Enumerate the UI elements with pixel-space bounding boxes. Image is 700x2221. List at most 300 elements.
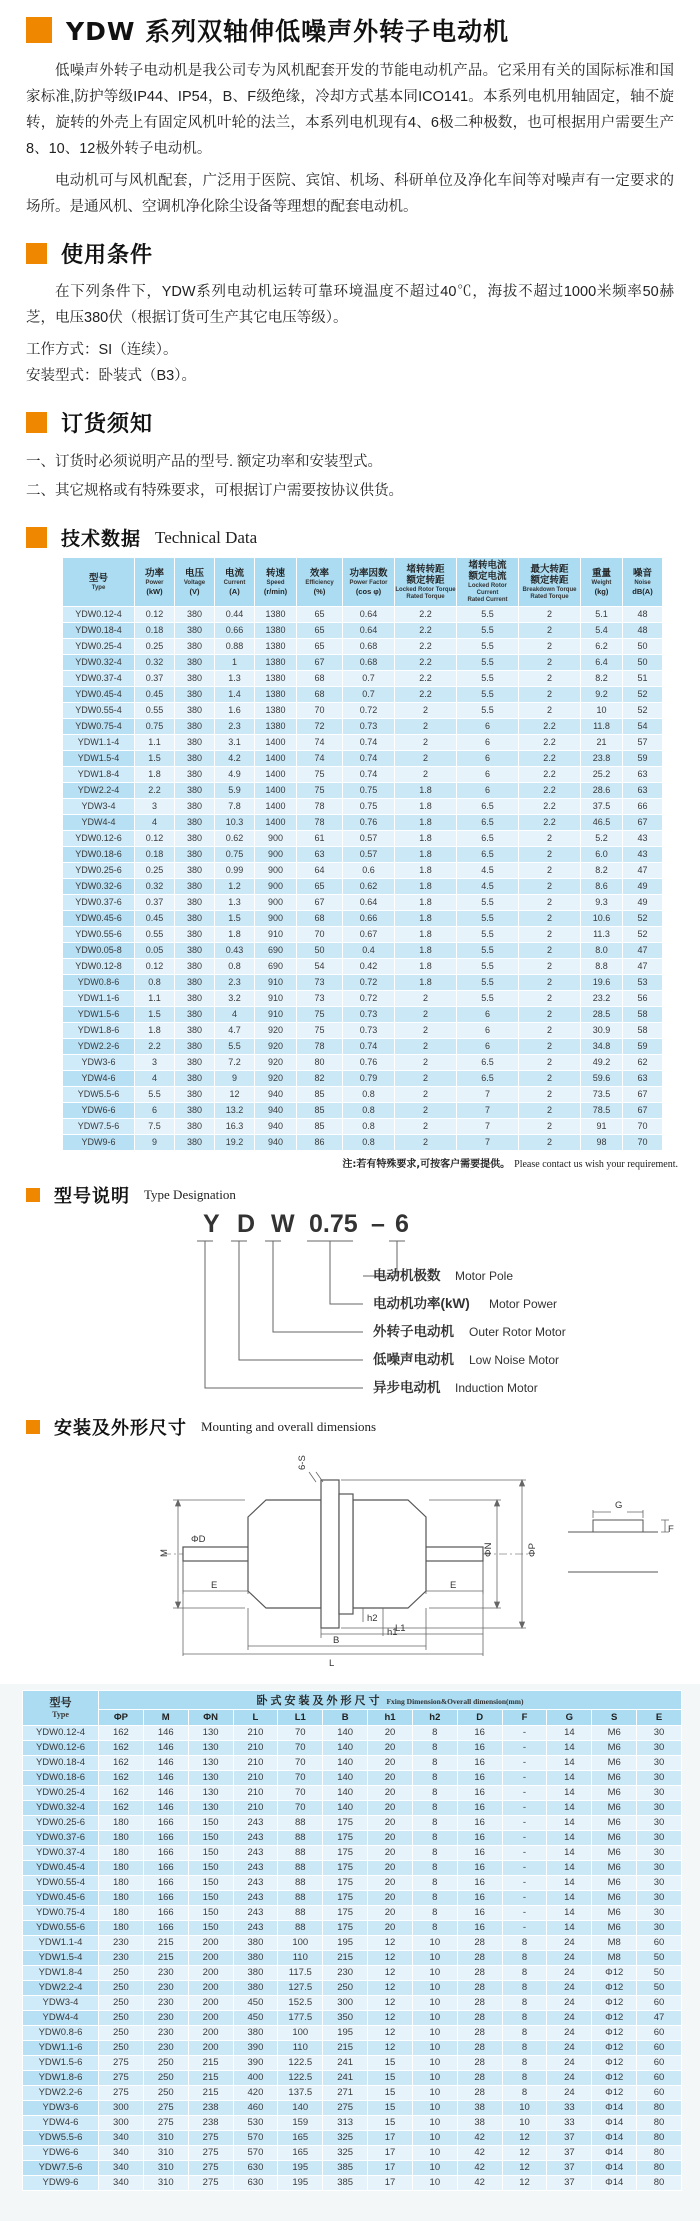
cell-type: YDW0.25-4 [63,639,135,655]
cell-value: 4.9 [215,767,255,783]
cell-value: - [502,1741,547,1756]
cell-value: 20 [368,1801,413,1816]
cell-value: 10 [502,2101,547,2116]
cell-value: 17 [368,2131,413,2146]
cell-value: 70 [278,1726,323,1741]
cell-value: 243 [233,1921,278,1936]
cell-value: 0.74 [343,1039,395,1055]
cell-value: 14 [547,1726,592,1741]
cell-value: 1.8 [135,1023,175,1039]
cell-value: 10 [412,2146,457,2161]
cell-value: 2 [395,735,457,751]
cell-value: 80 [637,2101,682,2116]
cell-value: M8 [592,1951,637,1966]
cell-value: M6 [592,1801,637,1816]
usage-title: 使用条件 [61,243,154,268]
cell-type: YDW0.37-4 [63,671,135,687]
label-motor-pole-en: Motor Pole [454,1269,513,1283]
cell-value: 380 [175,991,215,1007]
cell-value: 2.2 [395,655,457,671]
cell-value: - [502,1726,547,1741]
cell-value: 16 [457,1876,502,1891]
cell-value: 1400 [255,815,297,831]
cell-value: 5.5 [457,703,519,719]
cell-value: 1.5 [215,911,255,927]
table-row [63,911,663,927]
cell-value: 8 [412,1756,457,1771]
cell-value: 1.5 [135,751,175,767]
cell-type: YDW0.12-8 [63,959,135,975]
cell-value: 0.68 [343,655,395,671]
cell-type: YDW0.55-4 [23,1876,99,1891]
cell-value: 380 [175,927,215,943]
cell-value: 250 [143,2086,188,2101]
cell-value: 0.42 [343,959,395,975]
cell-type: YDW2.2-6 [23,2086,99,2101]
cell-value: 52 [623,687,663,703]
cell-type: YDW6-6 [23,2146,99,2161]
table-row [63,703,663,719]
cell-value: 238 [188,2101,233,2116]
cell-value: 380 [175,783,215,799]
cell-type: YDW0.18-4 [23,1756,99,1771]
cell-value: 0.37 [135,671,175,687]
cell-value: 78 [297,815,343,831]
cell-value: 2 [519,1039,581,1055]
technical-data-title-cn: 技术数据 [61,528,142,550]
note-cn: 注:若有特殊要求,可按客户需要提供。 [342,1159,511,1170]
dim-label-l: L [328,1658,334,1669]
cell-value: 49 [623,879,663,895]
cell-value: 59 [623,751,663,767]
cell-value: 380 [233,1951,278,1966]
cell-value: 3.2 [215,991,255,1007]
cell-value: M6 [592,1861,637,1876]
cell-value: 8 [502,2041,547,2056]
cell-type: YDW7.5-6 [23,2161,99,2176]
cell-value: 2 [519,1103,581,1119]
cell-value: 15 [368,2116,413,2131]
cell-value: 24 [547,1981,592,1996]
cell-value: 67 [623,1103,663,1119]
cell-value: 230 [323,1966,368,1981]
cell-value: 15 [368,2086,413,2101]
cell-value: 12 [368,2026,413,2041]
cell-value: 250 [99,1966,144,1981]
cell-value: 150 [188,1831,233,1846]
cell-value: 30 [637,1726,682,1741]
cell-value: 215 [188,2086,233,2101]
cell-value: - [502,1921,547,1936]
cell-value: 271 [323,2086,368,2101]
cell-value: 8 [502,2086,547,2101]
cell-value: 62 [623,1055,663,1071]
cell-value: 150 [188,1891,233,1906]
mounting-title-en: Mounting and overall dimensions [201,1419,377,1434]
cell-value: 2 [519,895,581,911]
cell-value: 1.3 [215,895,255,911]
cell-value: 49.2 [581,1055,623,1071]
cell-value: 47 [623,863,663,879]
cell-value: 0.12 [135,607,175,623]
cell-value: 28 [457,1936,502,1951]
ordering-item-1: 一、订货时必须说明产品的型号. 额定功率和安装型式。 [26,454,383,470]
cell-value: 380 [175,639,215,655]
column-header: ΦP [99,1710,144,1726]
cell-value: 14 [547,1741,592,1756]
cell-value: 2 [519,1087,581,1103]
cell-value: 0.6 [343,863,395,879]
cell-value: 85 [297,1087,343,1103]
cell-value: 23.8 [581,751,623,767]
cell-value: 10 [412,2041,457,2056]
cell-value: 88 [278,1906,323,1921]
cell-value: 54 [623,719,663,735]
table-row [23,2161,682,2176]
cell-value: 2 [395,703,457,719]
cell-value: 20 [368,1786,413,1801]
cell-value: 159 [278,2116,323,2131]
cell-value: 8 [412,1906,457,1921]
cell-value: 215 [143,1951,188,1966]
column-header: 效率 Efficiency (%) [297,558,343,607]
cell-value: 2.2 [519,719,581,735]
cell-value: 166 [143,1846,188,1861]
cell-value: 56 [623,991,663,1007]
cell-value: 1.5 [135,1007,175,1023]
cell-value: 7.5 [135,1119,175,1135]
cell-value: 0.76 [343,815,395,831]
cell-value: 210 [233,1756,278,1771]
dimensions-table-header [23,1691,682,1726]
table-row [23,1861,682,1876]
cell-value: 10 [412,2026,457,2041]
cell-value: 340 [99,2161,144,2176]
cell-value: 380 [175,687,215,703]
cell-value: 400 [233,2071,278,2086]
cell-value: 215 [188,2071,233,2086]
cell-value: 58 [623,1007,663,1023]
cell-value: 65 [297,623,343,639]
cell-value: 0.18 [135,847,175,863]
cell-value: 74 [297,735,343,751]
cell-value: 110 [278,2041,323,2056]
cell-value: 940 [255,1087,297,1103]
cell-value: 7 [457,1087,519,1103]
cell-value: 10 [412,2086,457,2101]
cell-value: 175 [323,1921,368,1936]
cell-value: M6 [592,1741,637,1756]
cell-value: 175 [323,1876,368,1891]
label-motor-pole-cn: 电动机极数 [372,1268,440,1283]
table-row [63,735,663,751]
cell-value: 300 [99,2116,144,2131]
cell-value: 140 [323,1801,368,1816]
cell-value: 28.6 [581,783,623,799]
cell-value: 1.8 [395,895,457,911]
table-row [63,991,663,1007]
cell-value: 2 [519,1055,581,1071]
cell-value: 1400 [255,783,297,799]
cell-value: 175 [323,1846,368,1861]
cell-value: 75 [297,1007,343,1023]
cell-value: 80 [637,2146,682,2161]
motor-body-right [353,1500,426,1608]
cell-value: 1380 [255,607,297,623]
cell-value: 9 [215,1071,255,1087]
cell-value: 910 [255,991,297,1007]
cell-value: 146 [143,1801,188,1816]
cell-value: 10 [412,1951,457,1966]
motor-body-left [248,1500,321,1608]
table-row [63,783,663,799]
cell-type: YDW1.5-6 [63,1007,135,1023]
cell-value: 200 [188,2026,233,2041]
cell-value: 37 [547,2131,592,2146]
cell-value: 15 [368,2056,413,2071]
cell-value: 380 [175,959,215,975]
cell-type: YDW0.32-4 [63,655,135,671]
cell-value: 6 [457,1023,519,1039]
table-row [63,639,663,655]
cell-value: 7 [457,1135,519,1151]
cell-value: Φ12 [592,1966,637,1981]
cell-value: 60 [637,1996,682,2011]
cell-value: 195 [278,2176,323,2191]
cell-value: 68 [297,671,343,687]
cell-value: 162 [99,1726,144,1741]
cell-value: 67 [297,895,343,911]
keyway-detail [593,1520,643,1532]
cell-value: 91 [581,1119,623,1135]
cell-value: 2.2 [395,623,457,639]
table-row [23,1921,682,1936]
table-row [63,1103,663,1119]
cell-value: 1.1 [135,991,175,1007]
cell-value: 137.5 [278,2086,323,2101]
cell-value: 180 [99,1876,144,1891]
cell-type: YDW1.8-4 [63,767,135,783]
cell-value: 275 [99,2056,144,2071]
cell-value: 8.2 [581,671,623,687]
cell-value: 2 [519,687,581,703]
cell-value: 166 [143,1891,188,1906]
column-header: D [457,1710,502,1726]
cell-value: 1380 [255,623,297,639]
cell-value: M6 [592,1726,637,1741]
cell-value: 380 [175,799,215,815]
cell-value: 2.2 [519,799,581,815]
cell-type: YDW1.5-4 [23,1951,99,1966]
table-row [23,1906,682,1921]
table-row [23,1831,682,1846]
cell-value: 14 [547,1921,592,1936]
cell-value: 690 [255,959,297,975]
code-char-w: W [270,1210,295,1238]
cell-value: 195 [278,2161,323,2176]
cell-value: - [502,1906,547,1921]
cell-value: 2 [395,1135,457,1151]
cell-value: - [502,1861,547,1876]
cell-value: M6 [592,1906,637,1921]
cell-value: 2 [519,623,581,639]
cell-value: 180 [99,1906,144,1921]
cell-value: 7.8 [215,799,255,815]
cell-value: 2.2 [395,671,457,687]
cell-value: 152.5 [278,1996,323,2011]
cell-value: 24 [547,2026,592,2041]
cell-value: 50 [637,1966,682,1981]
cell-value: 6.5 [457,1055,519,1071]
cell-value: 300 [99,2101,144,2116]
cell-value: 2 [519,975,581,991]
cell-value: 380 [175,1007,215,1023]
cell-value: 313 [323,2116,368,2131]
cell-value: 100 [278,1936,323,1951]
cell-value: 4.2 [215,751,255,767]
cell-value: 46.5 [581,815,623,831]
cell-value: 166 [143,1906,188,1921]
cell-value: 7.2 [215,1055,255,1071]
cell-value: 200 [188,1951,233,1966]
cell-value: 2 [519,831,581,847]
table-row [63,975,663,991]
table-row [63,927,663,943]
table-row [23,2086,682,2101]
cell-value: 0.32 [135,655,175,671]
cell-value: 68 [297,911,343,927]
cell-value: 16 [457,1906,502,1921]
cell-value: 28 [457,2011,502,2026]
cell-value: 10 [412,1966,457,1981]
cell-type: YDW1.1-6 [63,991,135,1007]
cell-type: YDW4-6 [23,2116,99,2131]
cell-value: 940 [255,1103,297,1119]
cell-type: YDW0.12-4 [63,607,135,623]
cell-value: 37.5 [581,799,623,815]
cell-value: 3 [135,799,175,815]
cell-type: YDW0.37-6 [63,895,135,911]
column-header: B [323,1710,368,1726]
cell-value: 49 [623,895,663,911]
cell-value: 73 [297,991,343,1007]
cell-value: 8 [412,1846,457,1861]
cell-type: YDW4-6 [63,1071,135,1087]
cell-value: 2 [395,1103,457,1119]
cell-value: 275 [188,2161,233,2176]
cell-value: 250 [99,1996,144,2011]
type-designation-heading [26,1182,700,1208]
cell-value: 52 [623,911,663,927]
cell-value: 63 [623,783,663,799]
cell-value: 900 [255,863,297,879]
cell-value: 60 [637,2086,682,2101]
cell-value: 243 [233,1891,278,1906]
cell-value: 53 [623,975,663,991]
cell-value: 20 [368,1726,413,1741]
cell-type: YDW4-4 [63,815,135,831]
cell-value: 5.4 [581,623,623,639]
cell-value: 67 [623,1087,663,1103]
cell-value: 37 [547,2176,592,2191]
cell-value: 0.72 [343,975,395,991]
cell-value: 6 [457,767,519,783]
cell-value: 6 [457,735,519,751]
dim-label-h1: h1 [386,1627,398,1638]
cell-value: 2 [395,767,457,783]
footer-strip [0,2205,700,2221]
cell-value: 14 [547,1756,592,1771]
cell-value: 122.5 [278,2071,323,2086]
cell-value: 200 [188,1966,233,1981]
cell-value: 380 [175,607,215,623]
table-row [23,1726,682,1741]
cell-value: 30 [637,1831,682,1846]
cell-value: 0.55 [135,927,175,943]
cell-value: 14 [547,1876,592,1891]
cell-value: 2.2 [135,1039,175,1055]
cell-value: 37 [547,2161,592,2176]
cell-value: 10.3 [215,815,255,831]
cell-value: - [502,1846,547,1861]
cell-value: 1.8 [395,975,457,991]
cell-value: 4 [135,815,175,831]
cell-value: 0.8 [215,959,255,975]
cell-value: 100 [278,2026,323,2041]
cell-value: 5.2 [581,831,623,847]
cell-value: 250 [99,2026,144,2041]
cell-value: 241 [323,2071,368,2086]
cell-value: 8 [502,2071,547,2086]
cell-value: 210 [233,1741,278,1756]
cell-value: 385 [323,2161,368,2176]
cell-value: 21 [581,735,623,751]
cell-value: 0.8 [343,1103,395,1119]
cell-value: 38 [457,2116,502,2131]
cell-value: 2 [519,991,581,1007]
cell-value: 9.3 [581,895,623,911]
cell-value: 340 [99,2146,144,2161]
technical-table-body [63,607,663,1151]
usage-duty-line: 工作方式：SI（连续）。 [26,342,178,358]
table-row [23,2176,682,2191]
cell-value: 2 [519,655,581,671]
cell-value: 3.1 [215,735,255,751]
cell-value: 30 [637,1816,682,1831]
cell-value: 1380 [255,719,297,735]
intro-paragraph-1: 低噪声外转子电动机是我公司专为风机配套开发的节能电动机产品。它采用有关的国际标准和国家标准,防护等级IP44、IP54，B、F级绝缘，冷却方式基本同ICO141。本系列电机用轴固定，轴不旋转，旋转的外壳上有固定风机叶轮的法兰，本系列电机现有4、6极二种极数，也可根据用户需要生产8、10、12极外转子电动机。 [26,63,674,157]
flange-hub [339,1494,353,1614]
cell-value: 66 [623,799,663,815]
table-row [63,719,663,735]
cell-value: 14 [547,1786,592,1801]
cell-value: 146 [143,1726,188,1741]
cell-value: 127.5 [278,1981,323,1996]
cell-value: 175 [323,1831,368,1846]
cell-value: 162 [99,1771,144,1786]
cell-value: M8 [592,1936,637,1951]
column-header: 电流 Current (A) [215,558,255,607]
cell-value: 230 [99,1951,144,1966]
flange-plate [321,1480,339,1628]
cell-value: 28 [457,1966,502,1981]
cell-value: 180 [99,1831,144,1846]
cell-value: 0.8 [343,1135,395,1151]
cell-value: 210 [233,1726,278,1741]
cell-value: 0.75 [135,719,175,735]
cell-value: 28.5 [581,1007,623,1023]
cell-value: Φ12 [592,2056,637,2071]
